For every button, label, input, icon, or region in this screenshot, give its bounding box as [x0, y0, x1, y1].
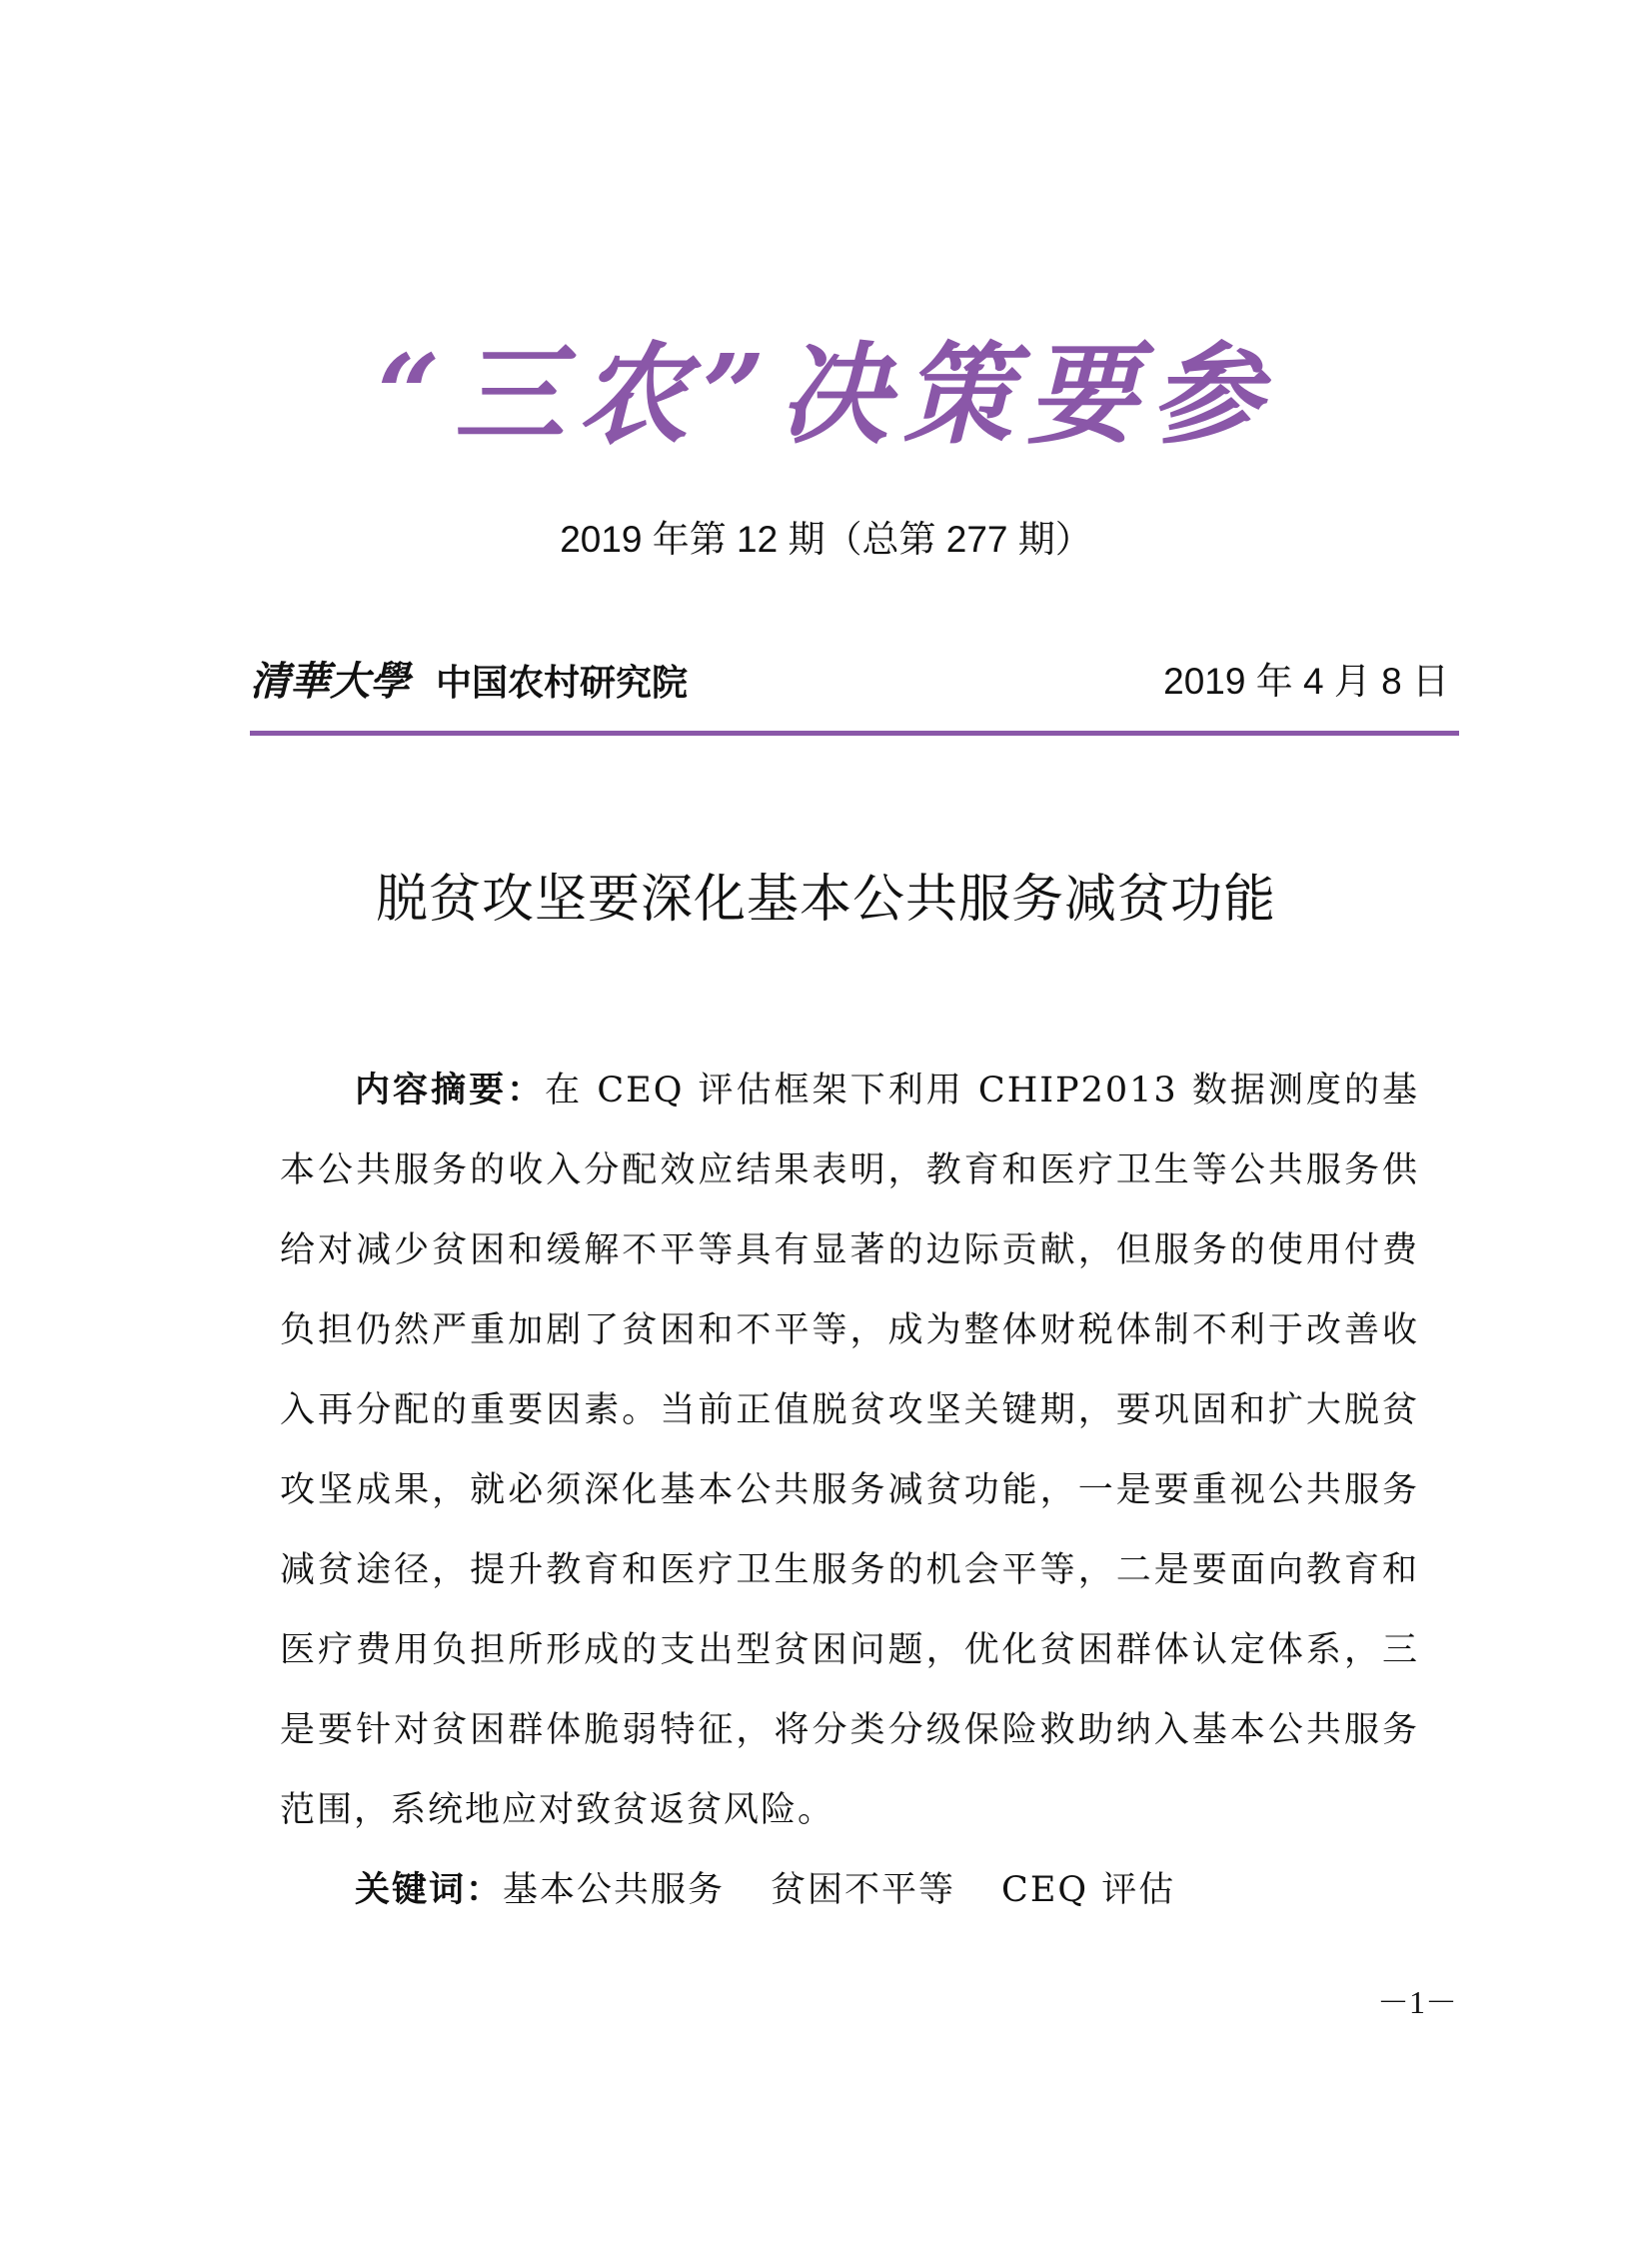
- abstract-label: 内容摘要：: [355, 1071, 546, 1111]
- abstract-paragraph: [280, 1051, 1419, 1850]
- institution-name: [250, 654, 688, 712]
- keyword: 贫困不平等: [771, 1870, 956, 1910]
- keywords-line: [355, 1850, 1175, 1930]
- masthead-title: “三农”决策要参: [377, 330, 1275, 459]
- header-divider: [250, 731, 1459, 736]
- keyword: CEQ 评估: [1001, 1870, 1176, 1910]
- keywords-label: 关键词：: [355, 1870, 504, 1910]
- page-number: －1－: [1376, 1984, 1457, 2020]
- issue-number: 2019 年第 12 期（总第 277 期）: [560, 519, 1092, 560]
- header-row: [250, 654, 1459, 710]
- article-title: 脱贫攻坚要深化基本公共服务减贫功能: [375, 870, 1276, 930]
- university-logo-text: 清華大學: [250, 658, 410, 705]
- abstract-text: 在 CEQ 评估框架下利用 CHIP2013 数据测度的基本公共服务的收入分配效应结果表明，教育和医疗卫生等公共服务供给对减少贫困和缓解不平等具有显著的边际贡献，但服务的使用付费负担仍然严重加剧了贫困和不平等，成为整体财税体制不利于改善收入再分配的重要因素。当前正值脱贫攻坚关键期，要巩固和扩大脱贫攻坚成果，就必须深化基本公共服务减贫功能，一是要重视公共服务减贫途径，提升教育和医疗卫生服务的机会平等，二是要面向教育和医疗费用负担所形成的支出型贫困问题，优化贫困群体认定体系，三是要针对贫困群体脆弱特征，将分类分级保险救助纳入基本公共服务范围，系统地应对致贫返贫风险。: [280, 1071, 1419, 1830]
- publication-date: 2019 年 4 月 8 日: [1163, 661, 1449, 702]
- institute-name: 中国农村研究院: [436, 663, 689, 704]
- keyword: 基本公共服务: [503, 1870, 726, 1910]
